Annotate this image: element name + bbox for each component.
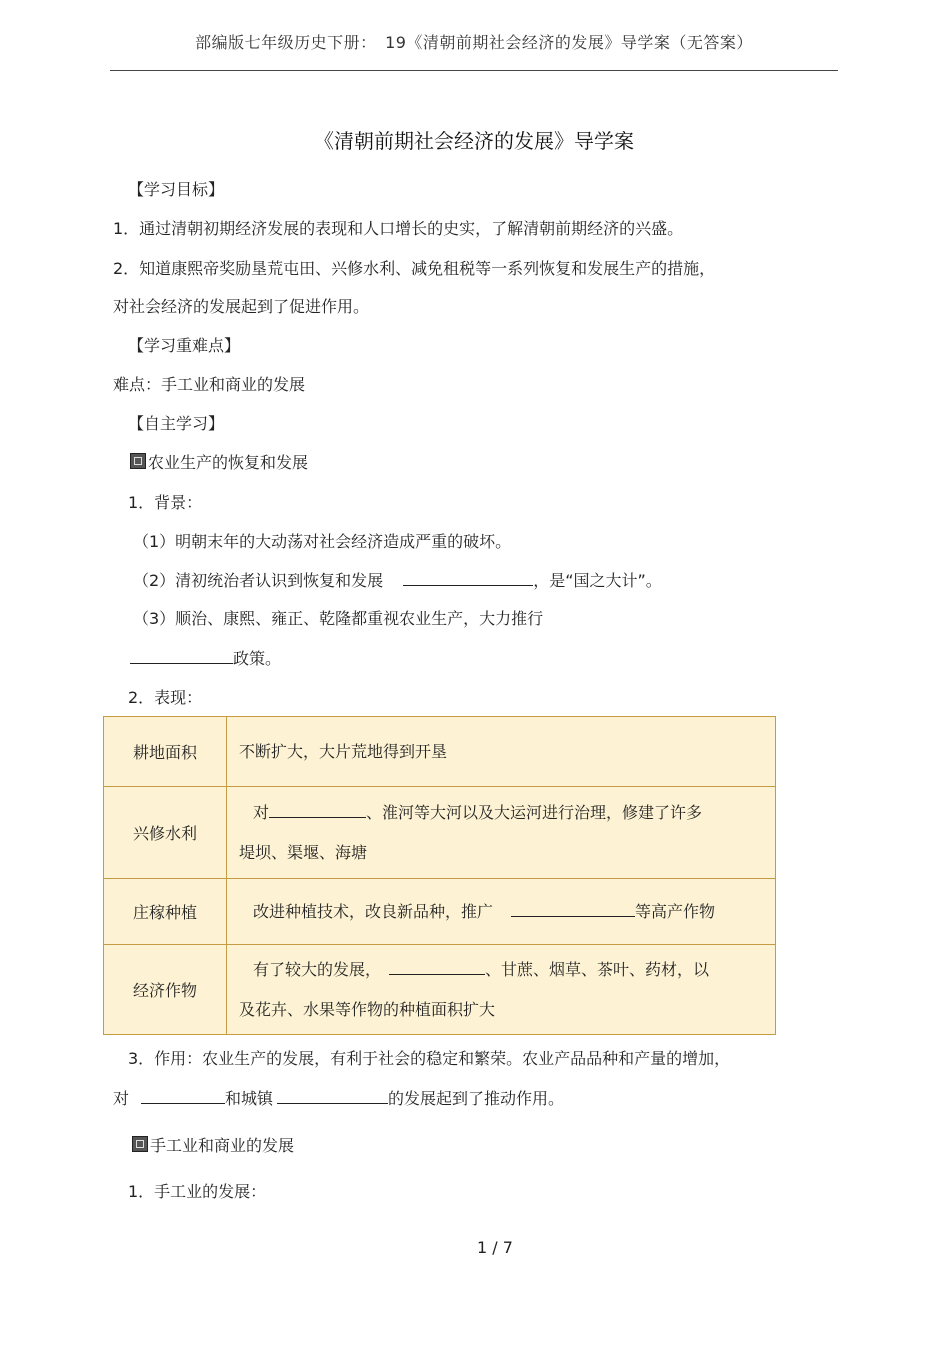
table-value-text: 有了较大的发展， <box>253 959 382 979</box>
fill-blank[interactable] <box>389 958 485 975</box>
fill-blank[interactable] <box>141 1087 225 1104</box>
table-row <box>104 717 776 787</box>
performance-table <box>103 716 776 1035</box>
table-value-text: 、甘蔗、烟草、茶叶、药材，以 <box>485 959 710 979</box>
document-title: 《清朝前期社会经济的发展》导学案 <box>314 129 634 153</box>
table-row <box>104 879 776 945</box>
page-number: 1 / 7 <box>477 1238 513 1257</box>
background-item-2 <box>133 568 662 591</box>
table-key-cell: 庄稼种植 <box>104 879 227 945</box>
effect-text: 的发展起到了推动作用。 <box>388 1089 565 1108</box>
background-item-2-pre: （2）清初统治者认识到恢复和发展 <box>133 571 384 590</box>
difficulty-heading: 【学习重难点】 <box>128 336 241 355</box>
effect-text: 对 <box>113 1089 130 1108</box>
table-value-line <box>239 892 757 932</box>
section-handicraft <box>132 1133 294 1156</box>
goals-heading: 【学习目标】 <box>128 180 225 199</box>
fill-blank[interactable] <box>511 900 635 917</box>
table-value-text: 等高产作物 <box>635 901 716 921</box>
fill-blank[interactable] <box>277 1087 388 1104</box>
table-key-cell: 经济作物 <box>104 945 227 1035</box>
table-value-text: 不断扩大，大片荒地得到开垦 <box>239 741 448 761</box>
effect-line-2 <box>113 1086 564 1109</box>
table-value-text: 、淮河等大河以及大运河进行治理，修建了许多 <box>366 802 703 822</box>
table-value-cell <box>227 717 776 787</box>
table-row <box>104 945 776 1035</box>
table-key-cell: 耕地面积 <box>104 717 227 787</box>
table-value-text: 对 <box>253 802 270 822</box>
background-item-3-post: 政策。 <box>233 649 282 668</box>
effect-text: 和城镇 <box>225 1089 274 1108</box>
table-value-cell <box>227 945 776 1035</box>
table-value-line <box>239 950 757 990</box>
header-rule <box>110 70 838 71</box>
background-item-3-cont <box>130 646 281 669</box>
running-header: 部编版七年级历史下册： 19《清朝前期社会经济的发展》导学案（无答案） <box>195 33 753 52</box>
table-value-line: 及花卉、水果等作物的种植面积扩大 <box>239 999 496 1019</box>
fill-blank[interactable] <box>130 647 233 664</box>
goal-item-2-line2: 对社会经济的发展起到了促进作用。 <box>113 297 370 316</box>
background-heading: 1．背景： <box>128 493 203 512</box>
table-value-line: 堤坝、渠堰、海塘 <box>239 842 368 862</box>
goal-item-1: 1．通过清朝初期经济发展的表现和人口增长的史实，了解清朝前期经济的兴盛。 <box>113 219 684 238</box>
table-value-line <box>239 793 757 833</box>
background-item-3: （3）顺治、康熙、雍正、乾隆都重视农业生产，大力推行 <box>133 609 544 628</box>
section-handicraft-title: 手工业和商业的发展 <box>150 1136 295 1155</box>
fill-blank[interactable] <box>403 569 533 586</box>
table-value-cell <box>227 787 776 879</box>
section-agriculture-title: 农业生产的恢复和发展 <box>148 453 309 472</box>
handicraft-heading: 1．手工业的发展： <box>128 1182 267 1201</box>
performance-heading: 2．表现： <box>128 688 203 707</box>
table-row <box>104 787 776 879</box>
table-key-cell: 兴修水利 <box>104 787 227 879</box>
table-value-text: 改进种植技术，改良新品种，推广 <box>253 901 494 921</box>
section-agriculture <box>130 450 308 473</box>
difficulty-text: 难点：手工业和商业的发展 <box>113 375 306 394</box>
section-marker-icon <box>132 1136 148 1152</box>
goal-item-2-line1: 2．知道康熙帝奖励垦荒屯田、兴修水利、减免租税等一系列恢复和发展生产的措施， <box>113 259 716 278</box>
fill-blank[interactable] <box>269 801 366 818</box>
background-item-1: （1）明朝末年的大动荡对社会经济造成严重的破坏。 <box>133 532 512 551</box>
section-marker-icon <box>130 453 146 469</box>
background-item-2-post: ，是“国之大计”。 <box>533 571 662 590</box>
table-value-cell <box>227 879 776 945</box>
self-study-heading: 【自主学习】 <box>128 414 225 433</box>
effect-line-1: 3．作用：农业生产的发展，有利于社会的稳定和繁荣。农业产品品种和产量的增加， <box>128 1049 731 1068</box>
